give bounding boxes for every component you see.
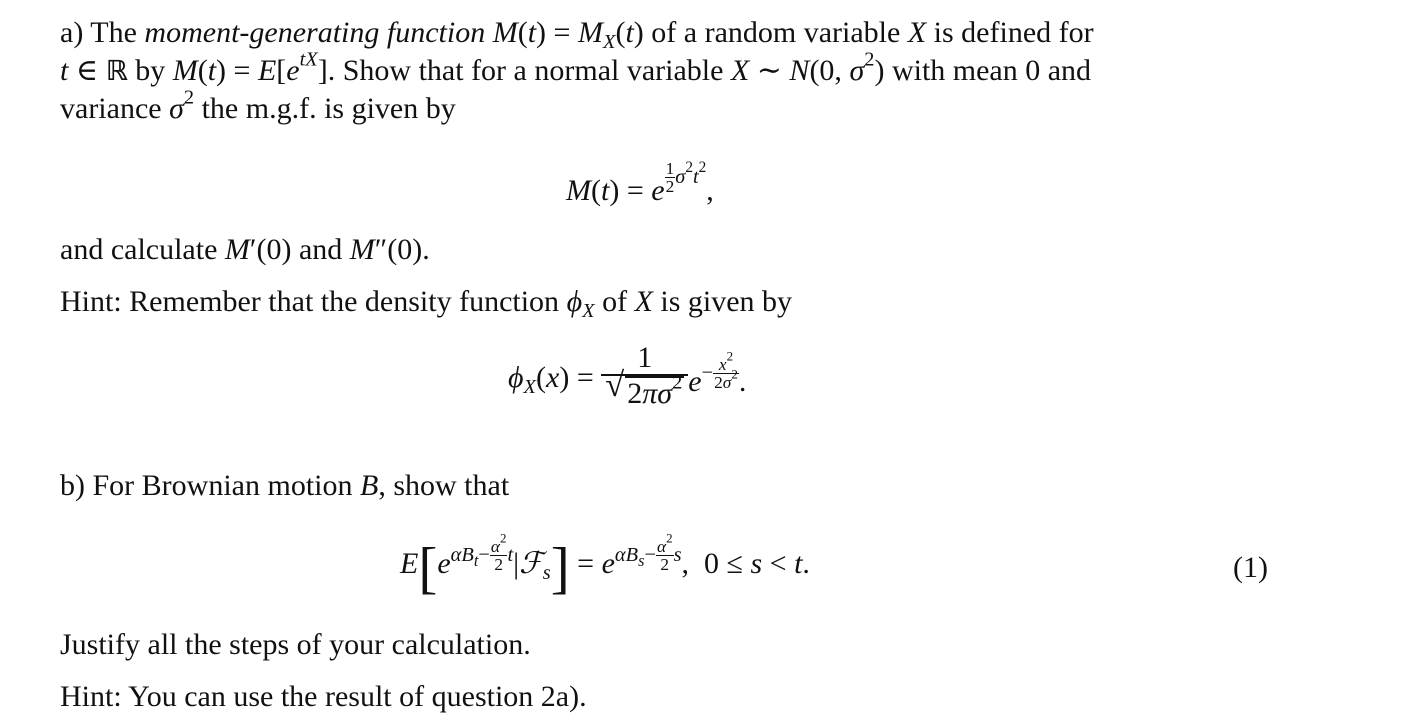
variance-math: $\sigma^2$ (169, 86, 195, 125)
hint-end: is given by (660, 285, 793, 318)
part-b-intro-line (60, 467, 1275, 505)
calc-and: and (298, 233, 343, 266)
part-b-hint-label: Hint: (60, 680, 122, 713)
density-symbol-math: $\phi_X$ (566, 285, 595, 323)
part-a-hint-label: Hint: (60, 285, 122, 318)
domain-math: t ∈ ℝ (60, 54, 128, 87)
part-b-label: b) (60, 469, 85, 502)
mgf-display-equation: M(t) = e $^{\frac{1}{2} \sigma^2t^2}$, (566, 158, 714, 207)
line1-tail: of a random variable (651, 16, 901, 49)
part-a-hint-line (60, 283, 1275, 321)
first-derivative-math: M′(0) (224, 233, 292, 266)
line1-end: is defined for (933, 16, 1094, 49)
part-a-hint-text: Remember that the density function (129, 285, 560, 318)
part-b-justify-line: Justify all the steps of your calculation. (60, 628, 531, 661)
part-b-hint-text: You can use the result of question 2a). (128, 680, 587, 713)
part-b-hint-line (60, 678, 1275, 716)
part-b-intro: For Brownian motion (92, 469, 353, 502)
part-a-intro: The (90, 16, 137, 49)
normal-dist-math: X ∼ N(0, $\sigma^2$) (730, 48, 885, 87)
line2-by: by (135, 54, 166, 87)
line2-mid: . Show that for a normal variable (327, 54, 724, 87)
part-a-line-2 (60, 48, 1275, 90)
mgf-term: moment-generating function (144, 16, 486, 49)
line3-end: the m.g.f. is given by (201, 92, 456, 125)
expectation-math: $M(t) = E[e^{tX}]$ (172, 48, 328, 87)
variable-x-hint: X (634, 285, 653, 318)
part-a-line-3 (60, 86, 1275, 128)
part-a-calculate-line (60, 231, 1275, 269)
calc-start: and calculate (60, 233, 218, 266)
density-display-equation: $\phi_X(x)$ = 1 √ $2\pi\sigma^2$ $e^{- \frac{x^2}{2\sigma^2}}$ . (508, 341, 747, 410)
line3-start: variance (60, 92, 162, 125)
part-a-line-1 (60, 14, 1275, 52)
equation-number: (1) (1233, 551, 1268, 584)
mgf-definition-math: $M(t) = M_X(t)$ (492, 16, 644, 54)
line2-end: with mean 0 and (891, 54, 1092, 87)
second-derivative-math: M″(0). (349, 233, 430, 266)
part-b-intro-end: , show that (378, 469, 510, 502)
brownian-symbol: B (360, 469, 379, 502)
variable-x: X (907, 16, 927, 49)
hint-of: of (602, 285, 628, 318)
martingale-display-equation: $E[e^{\alpha B_t- \frac{\alpha^2}{2} t}|ℱ_s] = e^{\alpha B_s- \frac{\alpha^2}{2} s}$, 0 ≤ s < t. (400, 530, 810, 600)
part-a-label: a) (60, 16, 84, 49)
